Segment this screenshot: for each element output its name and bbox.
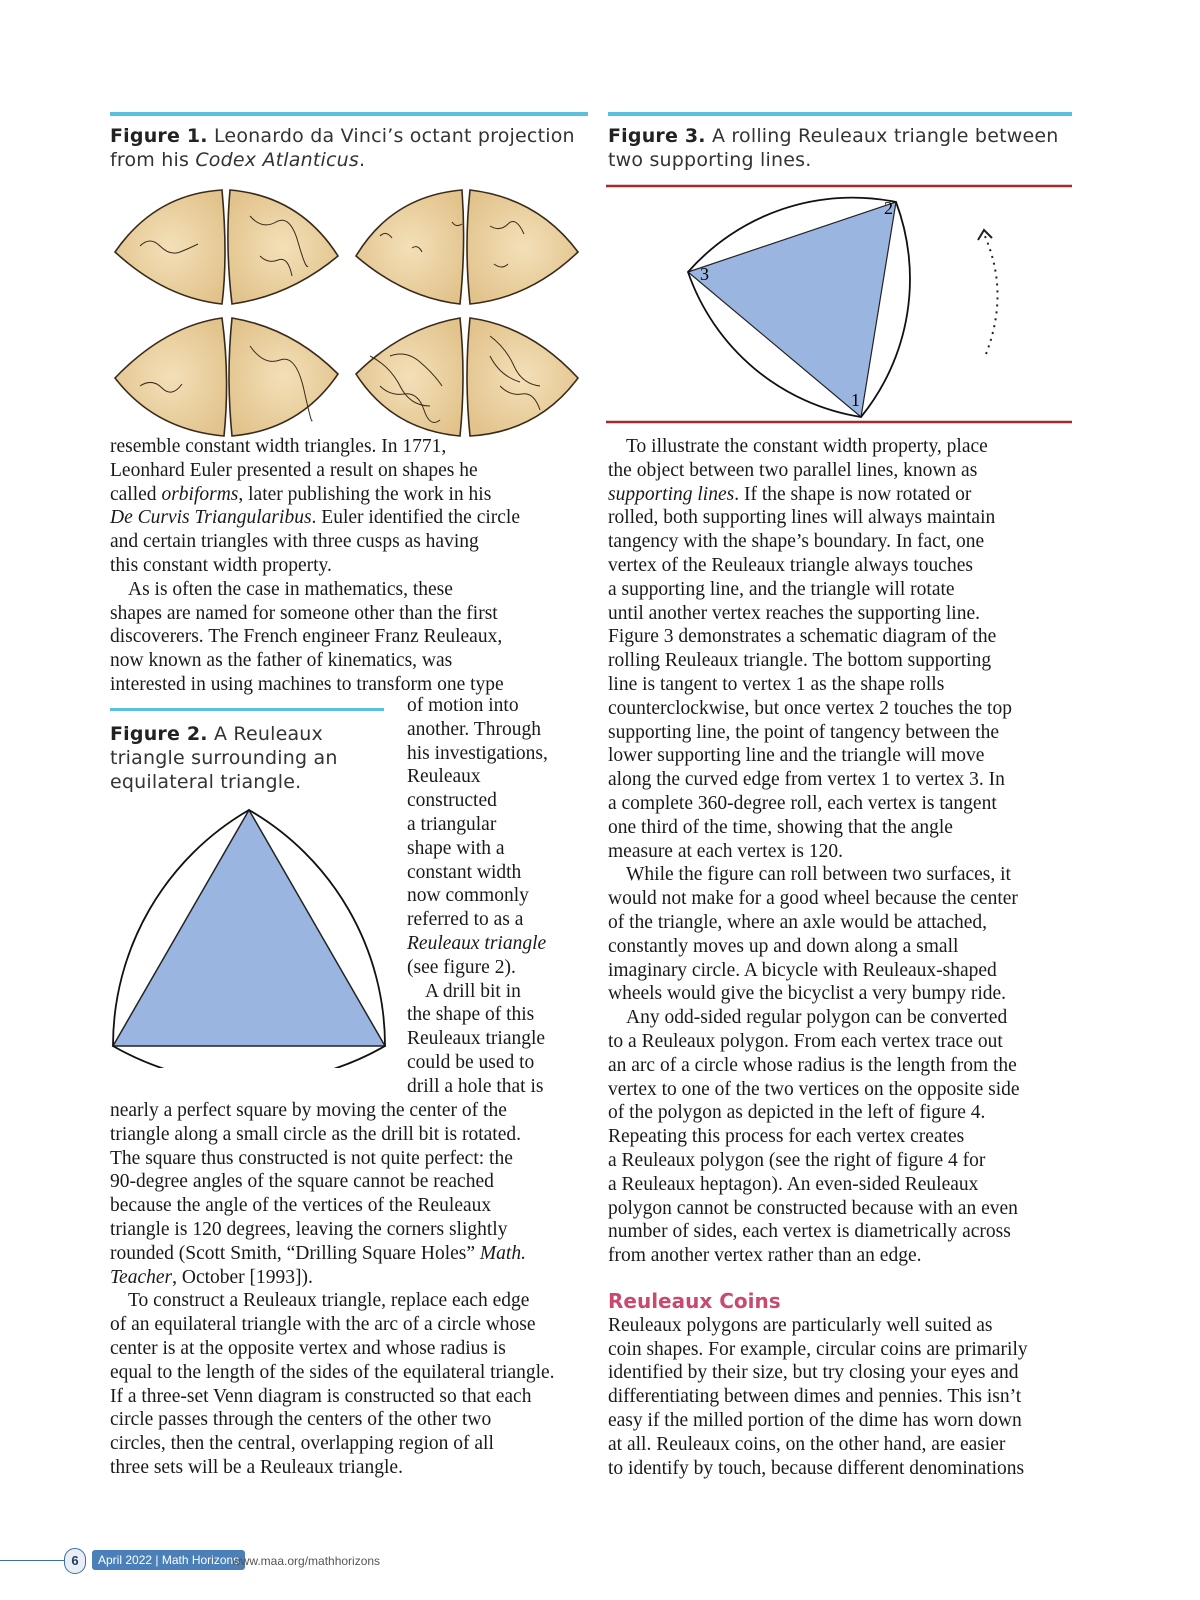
paragraph: Any odd-sided regular polygon can be converted to a Reuleaux polygon. From each vertex trace out an arc of a circle whose radius is the length from the vertex to one of the two vertices on the opposite side of the polygon as depicted in the left of figure 4. Repeating this process for each vertex creates a Reuleaux polygon (see the right of figure 4 for a Reuleaux heptagon). An even-sided Reuleaux polygon cannot be constructed because with an even number of sides, each vertex is diametrically across from another vertex rather than an edge. (608, 1007, 1020, 1267)
figure-3-rule (608, 112, 1072, 116)
footer-url[interactable]: www.maa.org/mathhorizons (232, 1554, 381, 1568)
octant-5 (115, 318, 227, 436)
figure-1-caption: Figure 1. Leonardo da Vinci’s octant projection from his Codex Atlanticus. (110, 125, 575, 171)
paragraph: As is often the case in mathematics, these shapes are named for someone other than the first discoverers. The French engineer Franz Reuleaux, now known as the father of kinematics, was interested in using machines to transform one type (110, 578, 504, 695)
left-column-text (110, 435, 590, 697)
section-heading: Reuleaux Coins (608, 1288, 781, 1313)
figure-2-caption: Figure 2. A Reuleaux triangle surrounding an equilateral triangle. (110, 723, 338, 793)
rotation-arrow (984, 234, 998, 354)
octant-2 (228, 190, 338, 304)
octant-7 (356, 318, 463, 436)
figure-2-rule (110, 708, 384, 711)
paragraph: resemble constant width triangles. In 1771, Leonhard Euler presented a result on shapes he called orbiforms, later publishing the work in his De Curvis Triangularibus. Euler identified the circle and certain triangles with three cusps as having this constant width property. (110, 436, 520, 576)
paragraph: To construct a Reuleaux triangle, replace each edge of an equilateral triangle with the arc of a circle whose center is at the opposite vertex and whose radius is equal to the length of the sides of the equilateral triangle. If a three-set Venn diagram is constructed so that each circle passes through the centers of the other two circles, then the central, overlapping region of all three sets will be a Reuleaux triangle. (110, 1290, 555, 1478)
paragraph: nearly a perfect square by moving the center of the triangle along a small circle as the drill bit is rotated. The square thus constructed is not quite perfect: the 90-degree angles of the square cannot be reached because the angle of the vertices of the Reuleaux triangle is 120 degrees, leaving the corners slightly rounded (Scott Smith, “Drilling Square Holes” Math. Teacher, October [1993]). (110, 1100, 526, 1288)
right-column-text (608, 435, 1078, 1480)
arrowhead-icon (978, 230, 992, 240)
octant-6 (229, 318, 338, 436)
left-column-text-lower (110, 1099, 590, 1480)
vertex-1-label: 1 (851, 390, 860, 410)
issue-badge: April 2022 | Math Horizons (92, 1550, 245, 1570)
figure-1-text: Leonardo da Vinci’s octant projection (213, 125, 575, 147)
paragraph: While the figure can roll between two surfaces, it would not make for a good wheel because the center of the triangle, where an axle would be attached, constantly moves up and down along a small imaginary circle. A bicycle with Reuleaux-shaped wheels would give the bicyclist a very bumpy ride. (608, 864, 1018, 1005)
figure-3-caption: Figure 3. A rolling Reuleaux triangle between two supporting lines. (608, 125, 1059, 171)
page-number: 6 (64, 1548, 86, 1574)
figure-1-label: Figure 1. (110, 125, 208, 147)
octant-1 (115, 190, 225, 304)
paragraph: To illustrate the constant width property, place the object between two parallel lines, known as supporting lines. If the shape is now rotated or rolled, both supporting lines will always maintain tangency with the shape’s boundary. In fact, one vertex of the Reuleaux triangle always touches a supporting line, and the triangle will rotate until another vertex reaches the supporting line. Figure 3 demonstrates a schematic diagram of the rolling Reuleaux triangle. The bottom supporting line is tangent to vertex 1 as the shape rolls counterclockwise, but once vertex 2 touches the top supporting line, the point of tangency between the lower supporting line and the triangle will move along the curved edge from vertex 1 to vertex 3. In a complete 360-degree roll, each vertex is tangent one third of the time, showing that the angle measure at each vertex is 120. (608, 436, 1012, 862)
octant-3 (356, 190, 464, 304)
vertex-2-label: 2 (884, 198, 893, 218)
codex-title: Codex Atlanticus (195, 149, 359, 171)
octant-projection-map (110, 186, 590, 440)
rolling-reuleaux-figure (606, 182, 1072, 426)
figure-2-label: Figure 2. (110, 723, 208, 745)
footer-rule (0, 1560, 64, 1561)
figure-1-rule (110, 112, 588, 116)
equilateral-triangle (113, 810, 385, 1046)
paragraph: Reuleaux polygons are particularly well suited as coin shapes. For example, circular coins are primarily identified by their size, but try closing your eyes and differentiating between dimes and pennies. This isn’t easy if the milled portion of the dime has worn down at all. Reuleaux coins, on the other hand, are easier to identify by touch, because different denominations (608, 1314, 1028, 1479)
figure-3-label: Figure 3. (608, 125, 706, 147)
narrow-wrap-text: of motion into another. Through his investigations, Reuleaux constructed a triangular shape with a constant width now commonly referred to as a Reuleaux triangle (see figure 2). A drill bit in the shape of this Reuleaux triangle could be used to drill a hole that is (407, 695, 548, 1097)
rolling-triangle-fill (688, 202, 896, 417)
octant-4 (467, 190, 578, 304)
vertex-3-label: 3 (700, 264, 709, 284)
reuleaux-triangle-figure (108, 806, 390, 1068)
octant-8 (467, 318, 578, 436)
